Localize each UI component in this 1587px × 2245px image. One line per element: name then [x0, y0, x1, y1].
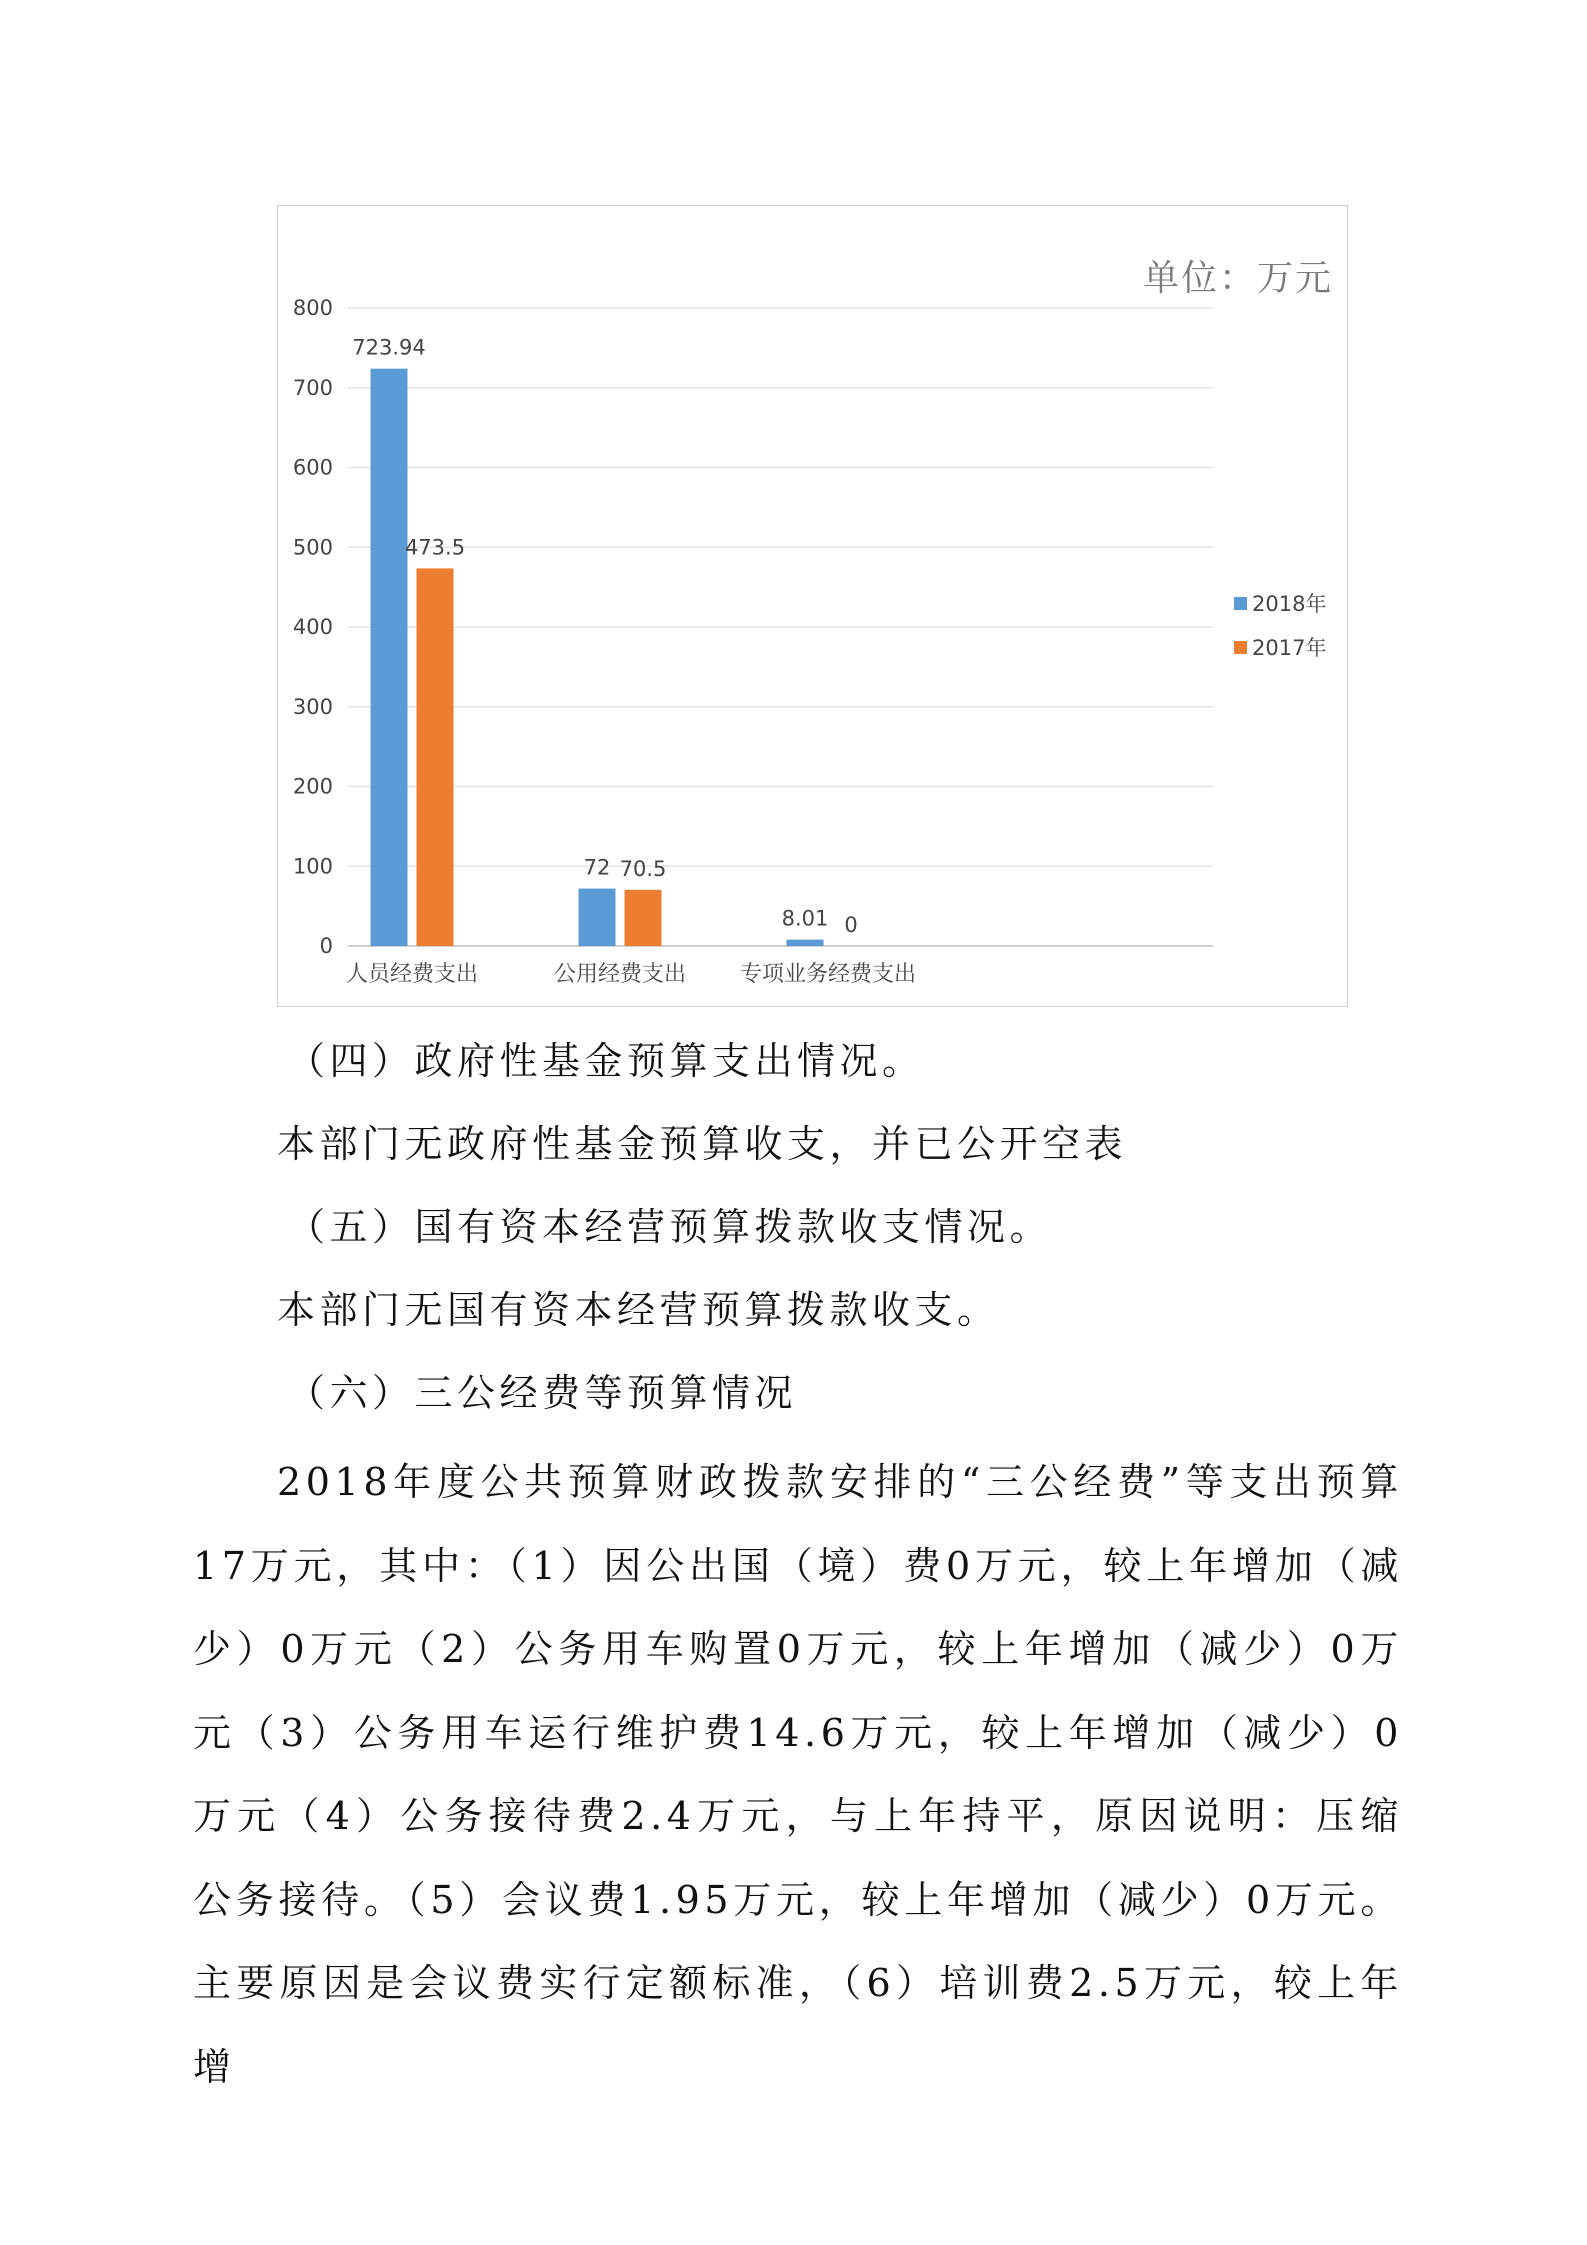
legend-item	[1234, 625, 1326, 669]
y-tick-label: 600	[292, 455, 333, 480]
chart-unit-label: 单位：万元	[1142, 258, 1333, 299]
data-label: 0	[844, 913, 858, 937]
section-text-5: 本部门无国有资本经营预算拨款收支。	[277, 1288, 1000, 1332]
bar	[579, 889, 616, 946]
y-tick-label: 500	[292, 535, 333, 560]
y-tick-label: 700	[292, 375, 333, 400]
section-heading-4: （四）政府性基金预算支出情况。	[287, 1039, 925, 1083]
section-heading-5: （五）国有资本经营预算拨款收支情况。	[287, 1205, 1053, 1249]
bar	[787, 940, 824, 946]
y-tick-label: 800	[292, 296, 333, 320]
bar	[625, 890, 662, 946]
legend-label: 2017年	[1252, 636, 1327, 660]
legend-item	[1234, 581, 1326, 625]
data-label: 72	[583, 855, 611, 880]
chart-canvas	[278, 206, 1349, 1008]
legend-label: 2018年	[1252, 592, 1327, 616]
three-public-expenses-paragraph: 2018年度公共预算财政拨款安排的“三公经费”等支出预算17万元，其中：（1）因公出国（境）费0万元，较上年增加（减少）0万元（2）公务用车购置0万元，较上年增加（减少）0万元（3）公务用车运行维护费14.6万元，较上年增加（减少）0万元（4）公务接待费2.4万元，与上年持平，原因说明：压缩公务接待。（5）会议费1.95万元，较上年增加（减少）0万元。主要原因是会议费实行定额标准，（6）培训费2.5万元，较上年增	[193, 1460, 1404, 2089]
y-tick-label: 100	[292, 854, 333, 879]
data-label: 70.5	[619, 856, 667, 881]
x-category-label: 专项业务经费支出	[739, 962, 917, 987]
x-category-label: 公用经费支出	[553, 962, 687, 987]
data-label: 723.94	[352, 335, 426, 360]
section-text-4: 本部门无政府性基金预算收支，并已公开空表	[277, 1122, 1128, 1166]
y-tick-label: 400	[292, 615, 333, 639]
bar	[371, 369, 408, 946]
data-label: 8.01	[781, 906, 829, 931]
x-category-label: 人员经费支出	[345, 962, 479, 987]
legend-swatch	[1234, 641, 1247, 654]
budget-bar-chart	[277, 205, 1348, 1007]
chart-legend	[1234, 581, 1326, 669]
y-tick-label: 0	[319, 934, 333, 958]
y-tick-label: 300	[292, 694, 333, 719]
legend-swatch	[1234, 597, 1247, 610]
section-heading-6: （六）三公经费等预算情况	[287, 1371, 798, 1415]
bar	[417, 568, 454, 946]
data-label: 473.5	[404, 535, 466, 560]
y-tick-label: 200	[292, 774, 333, 799]
